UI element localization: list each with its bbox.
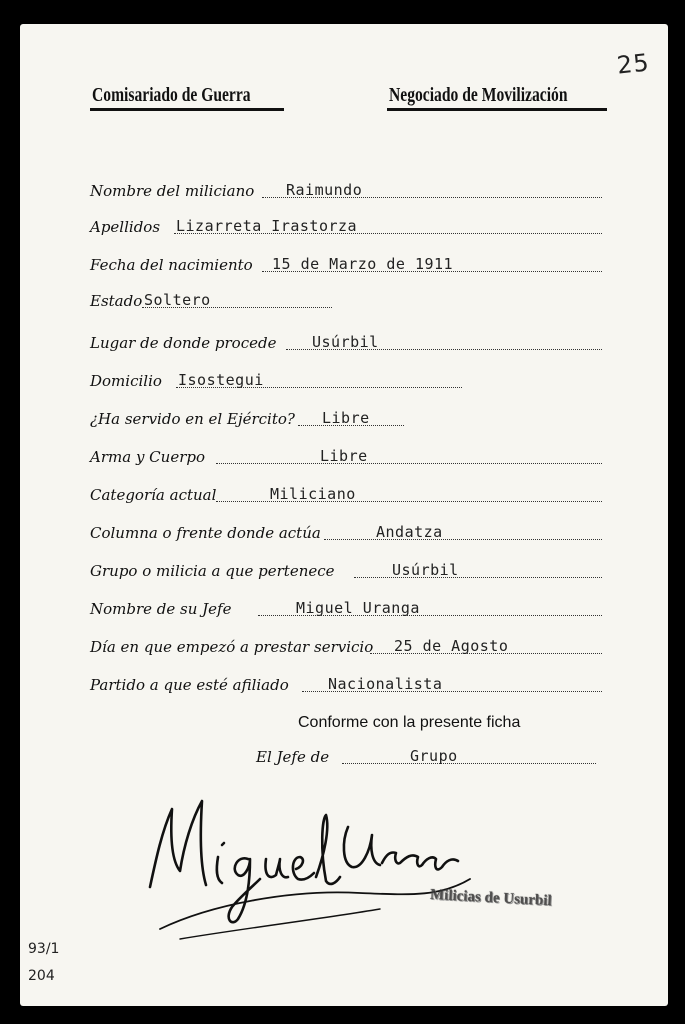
- field-value: 15 de Marzo de 1911: [272, 255, 454, 273]
- archive-ref-line1: 93/1: [28, 941, 60, 957]
- field-value: Soltero: [144, 291, 211, 309]
- field-row-lugar: [90, 324, 630, 354]
- field-row-nombre: [90, 172, 630, 202]
- jefe-de-label: El Jefe de: [256, 748, 330, 766]
- field-row-partido: [90, 666, 630, 696]
- field-row-apellidos: [90, 208, 630, 238]
- archive-ref-line2: 204: [28, 967, 55, 984]
- field-label: Columna o frente donde actúa: [90, 524, 321, 542]
- header-right-underline: [387, 108, 607, 111]
- field-row-categoria: [90, 476, 630, 506]
- field-value: Miliciano: [270, 485, 356, 503]
- field-value: Libre: [322, 409, 370, 427]
- field-label: Día en que empezó a prestar servicio: [90, 638, 374, 656]
- field-value: Usúrbil: [312, 333, 379, 351]
- field-label: Grupo o milicia a que pertenece: [90, 562, 335, 580]
- header-comisariado: Comisariado de Guerra: [92, 84, 251, 106]
- field-value: Isostegui: [178, 371, 264, 389]
- field-row-grupo: [90, 552, 630, 582]
- field-value: Raimundo: [286, 181, 363, 199]
- dotted-line: [216, 463, 602, 464]
- header-negociado: Negociado de Movilización: [389, 84, 568, 106]
- field-value: Lizarreta Irastorza: [176, 217, 358, 235]
- field-row-ejercito: [90, 400, 630, 430]
- field-label: Domicilio: [90, 372, 162, 390]
- field-label: Lugar de donde procede: [90, 334, 277, 352]
- milicias-stamp: Milicias de Usurbil: [429, 886, 553, 910]
- dotted-line: [324, 539, 602, 540]
- field-label: Arma y Cuerpo: [90, 448, 205, 466]
- field-row-servicio: [90, 628, 630, 658]
- field-label: Partido a que esté afiliado: [90, 676, 289, 694]
- handwritten-signature: [120, 779, 480, 949]
- field-label: Fecha del nacimiento: [90, 256, 253, 274]
- field-label: Apellidos: [90, 218, 161, 236]
- field-label: Estado: [90, 292, 143, 310]
- field-value: 25 de Agosto: [394, 637, 509, 655]
- field-row-jefe: [90, 590, 630, 620]
- field-value: Andatza: [376, 523, 443, 541]
- field-value: Usúrbil: [392, 561, 459, 579]
- dotted-line: [342, 763, 596, 764]
- field-value: Libre: [320, 447, 368, 465]
- header-left-underline: [90, 108, 284, 111]
- page-number: 25: [615, 48, 651, 80]
- field-label: Categoría actual: [90, 486, 217, 504]
- field-row-domicilio: [90, 362, 630, 392]
- conforme-text: Conforme con la presente ficha: [298, 714, 521, 731]
- field-row-fecha: [90, 246, 630, 276]
- field-row-arma: [90, 438, 630, 468]
- field-row-estado: [90, 282, 630, 312]
- field-label: Nombre de su Jefe: [90, 600, 232, 618]
- field-label: Nombre del miliciano: [90, 182, 255, 200]
- field-label: ¿Ha servido en el Ejército?: [90, 410, 295, 428]
- field-value: Miguel Uranga: [296, 599, 420, 617]
- field-row-columna: [90, 514, 630, 544]
- archive-reference: [28, 936, 59, 989]
- jefe-de-value: Grupo: [410, 747, 458, 765]
- field-value: Nacionalista: [328, 675, 443, 693]
- jefe-de-row: [256, 738, 596, 768]
- militia-record-card: [20, 24, 668, 1006]
